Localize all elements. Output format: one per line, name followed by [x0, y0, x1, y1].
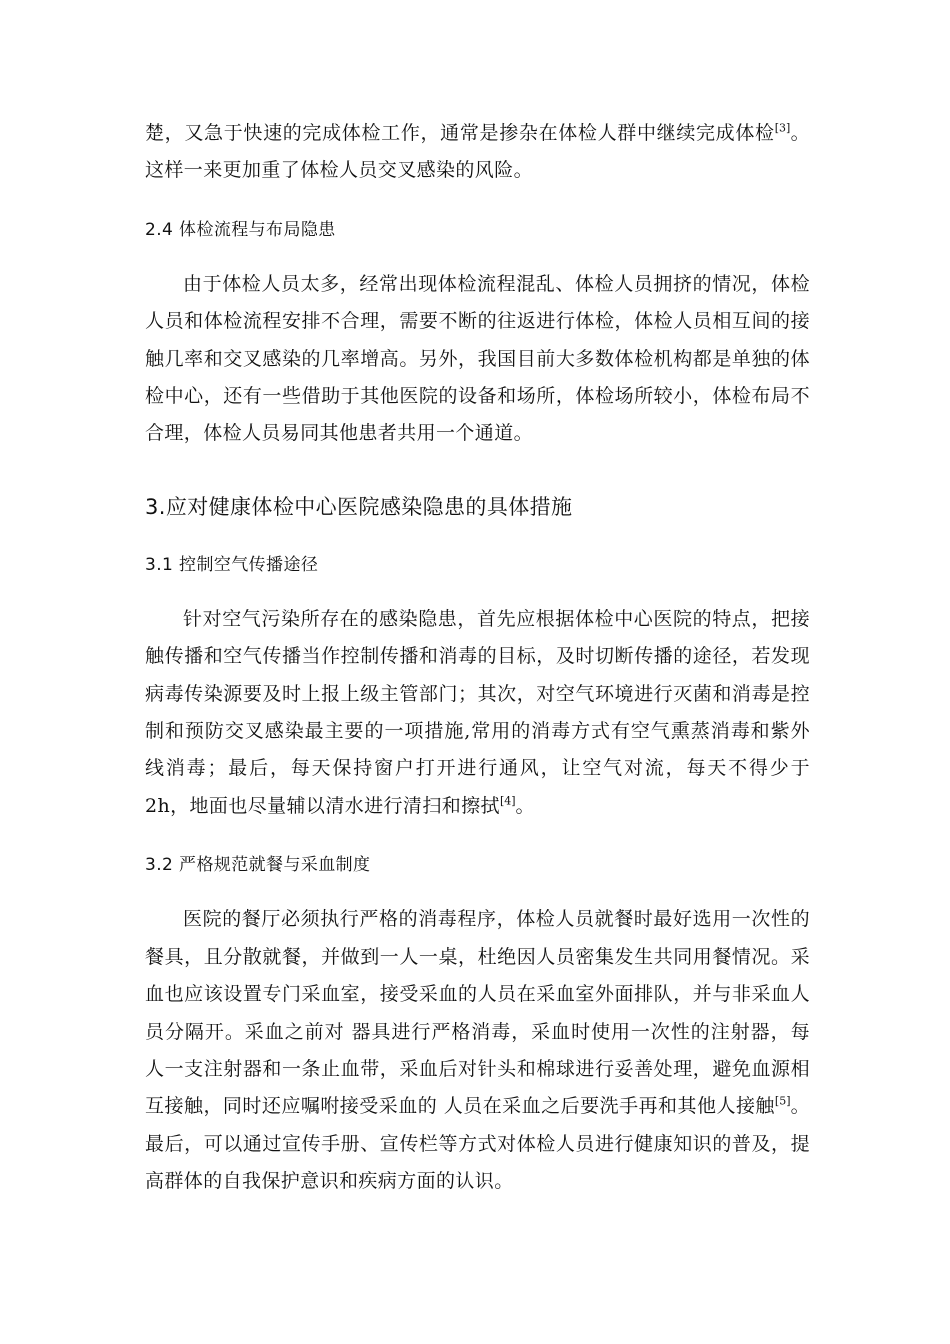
paragraph-continuation — [145, 115, 810, 190]
paragraph-text: 针对空气污染所存在的感染隐患，首先应根据体检中心医院的特点，把接触传播和空气传播当作控制传播和消毒的目标，及时切断传播的途径，若发现病毒传染源要及时上报上级主管部门；其次，对空气环境进行灭菌和消毒是控制和预防交叉感染最主要的一项措施,常用的消毒方式有空气熏蒸消毒和紫外线消毒；最后，每天保持窗户打开进行通风，让空气对流，每天不得少于 2h，地面也尽量辅以清水进行清扫和擦拭 — [145, 607, 810, 817]
paragraph-text-after: 。这样一来更加重了体检人员交叉感染的风险。 — [145, 122, 810, 182]
paragraph-3-1 — [145, 601, 810, 825]
paragraph-2-4: 由于体检人员太多，经常出现体检流程混乱、体检人员拥挤的情况，体检人员和体检流程安排不合理，需要不断的往返进行体检，体检人员相互间的接触几率和交叉感染的几率增高。另外，我国目前大多数体检机构都是单独的体检中心，还有一些借助于其他医院的设备和场所，体检场所较小，体检布局不合理，体检人员易同其他患者共用一个通道。 — [145, 272, 810, 445]
section-heading-2-4: 2.4 体检流程与布局隐患 — [145, 219, 336, 240]
section-heading-3-2: 3.2 严格规范就餐与采血制度 — [145, 855, 371, 876]
citation-4: [4] — [499, 794, 516, 808]
paragraph-text: 楚，又急于快速的完成体检工作，通常是掺杂在体检人群中继续完成体检 — [145, 122, 775, 144]
paragraph-text: 医院的餐厅必须执行严格的消毒程序，体检人员就餐时最好选用一次性的餐具，且分散就餐，并做到一人一桌，杜绝因人员密集发生共同用餐情况。采血也应该设置专门采血室，接受采血的人员在采血室外面排队，并与非采血人员分隔开。采血之前对 器具进行严格消毒，采血时使用一次性的注射器，每人一支注射器和一条止血带，采血后对针头和棉球进行妥善处理，避免血源相互接触，同时还应嘱咐接受采血的 人员在采血之后要洗手再和其他人接触 — [145, 908, 810, 1118]
document-page — [145, 115, 810, 1201]
paragraph-text-after: 。最后，可以通过宣传手册、宣传栏等方式对体检人员进行健康知识的普及，提高群体的自我保护意识和疾病方面的认识。 — [145, 1095, 810, 1193]
paragraph-text-after: 。 — [515, 794, 535, 817]
paragraph-3-2 — [145, 901, 810, 1200]
section-heading-3: 3.应对健康体检中心医院感染隐患的具体措施 — [145, 494, 573, 519]
citation-5: [5] — [774, 1094, 791, 1108]
citation-3: [3] — [774, 121, 791, 135]
section-heading-3-1: 3.1 控制空气传播途径 — [145, 554, 319, 575]
